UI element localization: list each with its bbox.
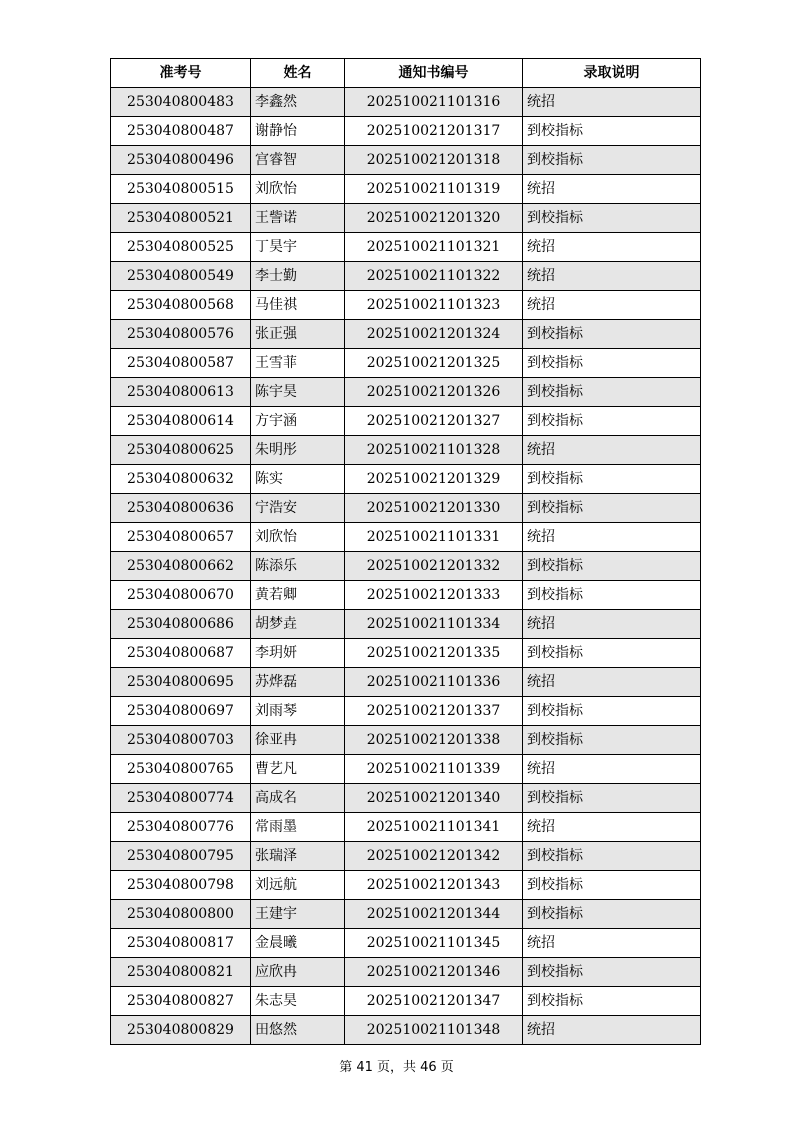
table-row <box>111 88 701 117</box>
name-cell: 丁昊宇 <box>251 233 345 262</box>
admission-note-cell: 统招 <box>523 175 701 204</box>
exam-number-cell: 253040800817 <box>111 929 251 958</box>
admission-note-cell: 统招 <box>523 929 701 958</box>
notice-number-cell: 202510021201343 <box>345 871 523 900</box>
admission-note-cell: 到校指标 <box>523 117 701 146</box>
table-row <box>111 639 701 668</box>
notice-number-cell: 202510021201342 <box>345 842 523 871</box>
notice-number-cell: 202510021201337 <box>345 697 523 726</box>
name-cell: 陈实 <box>251 465 345 494</box>
table-row <box>111 117 701 146</box>
name-cell: 陈宇昊 <box>251 378 345 407</box>
admission-note-cell: 到校指标 <box>523 581 701 610</box>
table-row <box>111 320 701 349</box>
name-cell: 李玥妍 <box>251 639 345 668</box>
table-row <box>111 175 701 204</box>
notice-number-cell: 202510021201332 <box>345 552 523 581</box>
name-cell: 宫睿智 <box>251 146 345 175</box>
table-row <box>111 204 701 233</box>
notice-number-cell: 202510021201324 <box>345 320 523 349</box>
admission-note-cell: 统招 <box>523 1016 701 1045</box>
name-cell: 苏烨磊 <box>251 668 345 697</box>
notice-number-cell: 202510021201329 <box>345 465 523 494</box>
table-row <box>111 262 701 291</box>
admission-note-cell: 到校指标 <box>523 552 701 581</box>
notice-number-cell: 202510021201347 <box>345 987 523 1016</box>
notice-number-cell: 202510021101334 <box>345 610 523 639</box>
table-row <box>111 349 701 378</box>
header-admission-note: 录取说明 <box>523 59 701 88</box>
exam-number-cell: 253040800549 <box>111 262 251 291</box>
table-row <box>111 668 701 697</box>
admission-note-cell: 到校指标 <box>523 639 701 668</box>
exam-number-cell: 253040800521 <box>111 204 251 233</box>
exam-number-cell: 253040800670 <box>111 581 251 610</box>
name-cell: 金晨曦 <box>251 929 345 958</box>
admission-note-cell: 到校指标 <box>523 842 701 871</box>
name-cell: 徐亚冉 <box>251 726 345 755</box>
admission-note-cell: 统招 <box>523 668 701 697</box>
table-row <box>111 610 701 639</box>
admission-note-cell: 到校指标 <box>523 407 701 436</box>
admission-note-cell: 到校指标 <box>523 871 701 900</box>
admission-note-cell: 到校指标 <box>523 204 701 233</box>
exam-number-cell: 253040800614 <box>111 407 251 436</box>
admission-note-cell: 到校指标 <box>523 465 701 494</box>
notice-number-cell: 202510021101322 <box>345 262 523 291</box>
admission-note-cell: 统招 <box>523 291 701 320</box>
name-cell: 常雨墨 <box>251 813 345 842</box>
name-cell: 王建宇 <box>251 900 345 929</box>
table-row <box>111 842 701 871</box>
name-cell: 李士勤 <box>251 262 345 291</box>
name-cell: 应欣冉 <box>251 958 345 987</box>
admission-note-cell: 到校指标 <box>523 494 701 523</box>
name-cell: 刘雨琴 <box>251 697 345 726</box>
admission-note-cell: 到校指标 <box>523 958 701 987</box>
exam-number-cell: 253040800487 <box>111 117 251 146</box>
table-row <box>111 494 701 523</box>
notice-number-cell: 202510021201338 <box>345 726 523 755</box>
admission-note-cell: 统招 <box>523 610 701 639</box>
notice-number-cell: 202510021101331 <box>345 523 523 552</box>
table-row <box>111 523 701 552</box>
name-cell: 朱志昊 <box>251 987 345 1016</box>
name-cell: 张正强 <box>251 320 345 349</box>
notice-number-cell: 202510021201340 <box>345 784 523 813</box>
exam-number-cell: 253040800774 <box>111 784 251 813</box>
exam-number-cell: 253040800795 <box>111 842 251 871</box>
exam-number-cell: 253040800576 <box>111 320 251 349</box>
table-row <box>111 436 701 465</box>
admission-note-cell: 到校指标 <box>523 378 701 407</box>
notice-number-cell: 202510021201325 <box>345 349 523 378</box>
notice-number-cell: 202510021101328 <box>345 436 523 465</box>
name-cell: 陈添乐 <box>251 552 345 581</box>
notice-number-cell: 202510021101323 <box>345 291 523 320</box>
exam-number-cell: 253040800827 <box>111 987 251 1016</box>
admission-note-cell: 到校指标 <box>523 987 701 1016</box>
notice-number-cell: 202510021201330 <box>345 494 523 523</box>
name-cell: 曹艺凡 <box>251 755 345 784</box>
notice-number-cell: 202510021201326 <box>345 378 523 407</box>
notice-number-cell: 202510021101341 <box>345 813 523 842</box>
exam-number-cell: 253040800496 <box>111 146 251 175</box>
exam-number-cell: 253040800636 <box>111 494 251 523</box>
table-body <box>111 88 701 1045</box>
admission-note-cell: 到校指标 <box>523 320 701 349</box>
exam-number-cell: 253040800821 <box>111 958 251 987</box>
notice-number-cell: 202510021201346 <box>345 958 523 987</box>
table-row <box>111 1016 701 1045</box>
admission-note-cell: 到校指标 <box>523 726 701 755</box>
table-header <box>111 59 701 88</box>
notice-number-cell: 202510021201344 <box>345 900 523 929</box>
exam-number-cell: 253040800703 <box>111 726 251 755</box>
name-cell: 李鑫然 <box>251 88 345 117</box>
exam-number-cell: 253040800687 <box>111 639 251 668</box>
admission-note-cell: 统招 <box>523 813 701 842</box>
name-cell: 刘欣怡 <box>251 523 345 552</box>
name-cell: 高成名 <box>251 784 345 813</box>
exam-number-cell: 253040800800 <box>111 900 251 929</box>
admission-note-cell: 统招 <box>523 262 701 291</box>
exam-number-cell: 253040800686 <box>111 610 251 639</box>
table-row <box>111 291 701 320</box>
exam-number-cell: 253040800587 <box>111 349 251 378</box>
notice-number-cell: 202510021201318 <box>345 146 523 175</box>
exam-number-cell: 253040800695 <box>111 668 251 697</box>
notice-number-cell: 202510021101319 <box>345 175 523 204</box>
exam-number-cell: 253040800568 <box>111 291 251 320</box>
name-cell: 刘欣怡 <box>251 175 345 204</box>
admission-note-cell: 到校指标 <box>523 349 701 378</box>
admission-note-cell: 统招 <box>523 88 701 117</box>
notice-number-cell: 202510021101339 <box>345 755 523 784</box>
admission-note-cell: 到校指标 <box>523 784 701 813</box>
admission-note-cell: 到校指标 <box>523 697 701 726</box>
table-row <box>111 755 701 784</box>
table-row <box>111 871 701 900</box>
admission-note-cell: 统招 <box>523 436 701 465</box>
table-row <box>111 726 701 755</box>
notice-number-cell: 202510021201327 <box>345 407 523 436</box>
admission-note-cell: 统招 <box>523 523 701 552</box>
header-name: 姓名 <box>251 59 345 88</box>
exam-number-cell: 253040800798 <box>111 871 251 900</box>
name-cell: 王雪菲 <box>251 349 345 378</box>
admission-table <box>110 58 701 1045</box>
exam-number-cell: 253040800483 <box>111 88 251 117</box>
notice-number-cell: 202510021201320 <box>345 204 523 233</box>
table-row <box>111 987 701 1016</box>
admission-note-cell: 统招 <box>523 233 701 262</box>
notice-number-cell: 202510021201335 <box>345 639 523 668</box>
exam-number-cell: 253040800657 <box>111 523 251 552</box>
notice-number-cell: 202510021201317 <box>345 117 523 146</box>
table-row <box>111 929 701 958</box>
notice-number-cell: 202510021101336 <box>345 668 523 697</box>
header-row <box>111 59 701 88</box>
table-row <box>111 697 701 726</box>
exam-number-cell: 253040800632 <box>111 465 251 494</box>
name-cell: 王訾诺 <box>251 204 345 233</box>
name-cell: 黄若卿 <box>251 581 345 610</box>
table-row <box>111 581 701 610</box>
notice-number-cell: 202510021101316 <box>345 88 523 117</box>
table-row <box>111 813 701 842</box>
exam-number-cell: 253040800625 <box>111 436 251 465</box>
table-row <box>111 233 701 262</box>
name-cell: 张瑞泽 <box>251 842 345 871</box>
notice-number-cell: 202510021101321 <box>345 233 523 262</box>
exam-number-cell: 253040800515 <box>111 175 251 204</box>
name-cell: 方宇涵 <box>251 407 345 436</box>
name-cell: 谢静怡 <box>251 117 345 146</box>
exam-number-cell: 253040800765 <box>111 755 251 784</box>
exam-number-cell: 253040800613 <box>111 378 251 407</box>
page-number: 第 41 页，共 46 页 <box>339 1060 454 1075</box>
admission-note-cell: 到校指标 <box>523 900 701 929</box>
table-row <box>111 784 701 813</box>
table-row <box>111 378 701 407</box>
table-row <box>111 552 701 581</box>
admission-note-cell: 到校指标 <box>523 146 701 175</box>
exam-number-cell: 253040800776 <box>111 813 251 842</box>
exam-number-cell: 253040800697 <box>111 697 251 726</box>
exam-number-cell: 253040800829 <box>111 1016 251 1045</box>
notice-number-cell: 202510021201333 <box>345 581 523 610</box>
name-cell: 朱明彤 <box>251 436 345 465</box>
notice-number-cell: 202510021101348 <box>345 1016 523 1045</box>
exam-number-cell: 253040800525 <box>111 233 251 262</box>
table-row <box>111 146 701 175</box>
admission-note-cell: 统招 <box>523 755 701 784</box>
table-row <box>111 465 701 494</box>
name-cell: 马佳祺 <box>251 291 345 320</box>
name-cell: 田悠然 <box>251 1016 345 1045</box>
table-row <box>111 900 701 929</box>
exam-number-cell: 253040800662 <box>111 552 251 581</box>
header-notice-number: 通知书编号 <box>345 59 523 88</box>
table-row <box>111 407 701 436</box>
name-cell: 宁浩安 <box>251 494 345 523</box>
name-cell: 刘远航 <box>251 871 345 900</box>
table-row <box>111 958 701 987</box>
header-exam-number: 准考号 <box>111 59 251 88</box>
notice-number-cell: 202510021101345 <box>345 929 523 958</box>
name-cell: 胡梦垚 <box>251 610 345 639</box>
